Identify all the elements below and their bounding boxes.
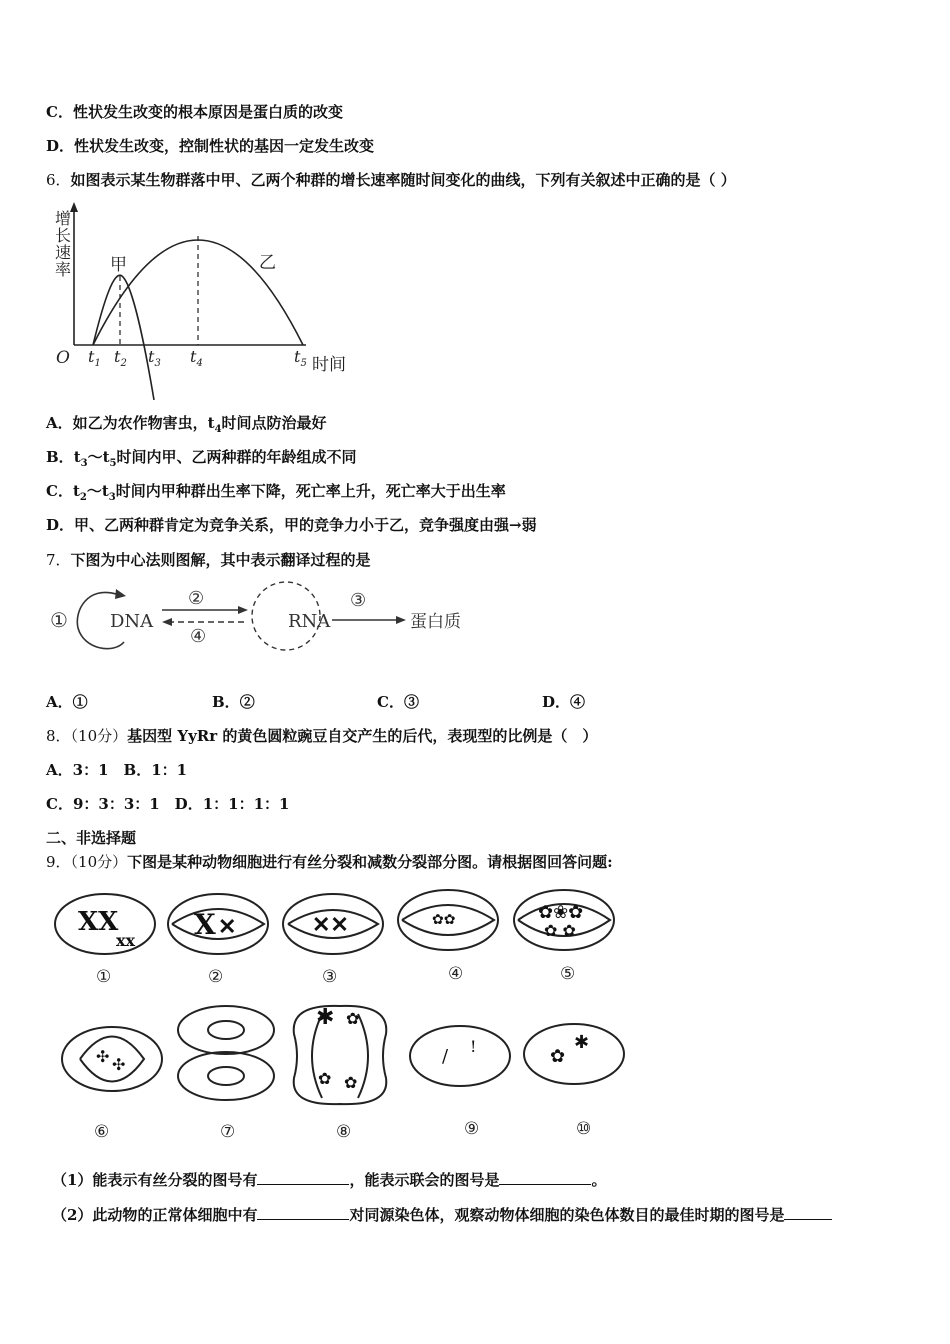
sub-question-text: 对同源染色体，观察动物体细胞的染色体数目的最佳时期的图号是: [349, 1206, 785, 1224]
cell-7-bottom: [178, 1052, 274, 1100]
y-axis-label: 增长速率: [52, 210, 72, 278]
svg-text:✿: ✿: [318, 1069, 332, 1088]
q6-option-d: [46, 515, 537, 535]
section-title: 二、非选择题: [46, 829, 137, 847]
option-label: D．: [46, 516, 75, 534]
subscript: 3: [108, 492, 116, 503]
arrow-head: [162, 618, 172, 626]
option-text: 如乙为农作物害虫，t: [72, 414, 215, 432]
cell-label-3: ③: [322, 967, 338, 987]
svg-text:✣: ✣: [112, 1055, 126, 1074]
question-text: 下图是某种动物细胞进行有丝分裂和减数分裂部分图。请根据图回答问题:: [127, 853, 613, 871]
q5-option-c: [46, 102, 343, 122]
question-score: （10分）: [70, 727, 128, 745]
option-label: A．: [46, 414, 73, 432]
cell-label-5: ⑤: [560, 964, 576, 984]
option-text: 时间内甲、乙两种群的年龄组成不同: [116, 448, 357, 466]
option-text: 性状发生改变，控制性状的基因一定发生改变: [74, 137, 375, 155]
tick-t4: $t_4$: [190, 347, 203, 369]
svg-text:xx: xx: [116, 931, 136, 950]
cell-7-bottom-nucleus: [208, 1067, 244, 1085]
subscript: 4: [214, 424, 222, 435]
dna-label: DNA: [110, 611, 154, 632]
sub-question-text: （2）此动物的正常体细胞中有: [52, 1206, 258, 1224]
origin-label: O: [56, 348, 70, 368]
question-text: 下图为中心法则图解，其中表示翻译过程的是: [70, 551, 371, 569]
arrow-head: [238, 606, 248, 614]
tick-t3: $t_3$: [148, 347, 161, 369]
svg-text:✱: ✱: [316, 1005, 335, 1030]
answer-blank[interactable]: [499, 1170, 591, 1185]
genotype: YyRr: [177, 727, 218, 745]
cell-label-6: ⑥: [94, 1122, 110, 1142]
option-text: 甲、乙两种群肯定为竞争关系，甲的竞争力小于乙，竞争强度由强→弱: [74, 516, 537, 534]
q8-options-line1: A．3：1 B．1：1: [46, 761, 188, 779]
sub-question-text: ，能表示联会的图号是: [349, 1171, 500, 1189]
cell-7-top: [178, 1006, 274, 1054]
tick-t1: $t_1$: [88, 347, 101, 369]
cell-7-top-nucleus: [208, 1021, 244, 1039]
question-text: 基因型: [127, 727, 178, 745]
svg-text:✿ ✿: ✿ ✿: [544, 921, 576, 940]
svg-text:✿✿: ✿✿: [432, 912, 456, 928]
q7-option-d: [542, 692, 585, 712]
cell-label-8: ⑧: [336, 1122, 352, 1142]
rna-label: RNA: [288, 611, 331, 632]
question-score: （10分）: [70, 853, 128, 871]
arrow-head: [396, 616, 406, 624]
cell-label-10: ⑩: [576, 1119, 592, 1139]
q7-option-a: [46, 692, 88, 712]
curve-yi-label: 乙: [259, 253, 276, 273]
cell-label-9: ⑨: [464, 1119, 480, 1139]
q7-option-b: [212, 692, 255, 712]
option-label: A．: [46, 693, 73, 711]
cell-8: [294, 1006, 387, 1104]
answer-blank[interactable]: [257, 1170, 349, 1185]
cell-division-figures: [50, 884, 640, 1146]
question-text: 的黄色圆粒豌豆自交产生的后代，表现型的比例是（ ）: [217, 727, 598, 745]
sub-question-text: 。: [591, 1171, 607, 1189]
svg-text:✕✕: ✕✕: [312, 912, 349, 938]
arrow-head: [115, 589, 126, 599]
label-3: ③: [350, 590, 367, 611]
option-text: 时间内甲种群出生率下降，死亡率上升，死亡率大于出生率: [115, 482, 506, 500]
q9-sub2: [52, 1205, 832, 1225]
cell-9: [410, 1026, 510, 1086]
svg-text:✿: ✿: [346, 1009, 360, 1028]
q8-stem: [46, 726, 597, 746]
q6-stem: [46, 170, 736, 190]
question-number: 8．: [46, 727, 71, 745]
answer-blank[interactable]: [784, 1205, 832, 1220]
question-text: 如图表示某生物群落中甲、乙两个种群的增长速率随时间变化的曲线，下列有关叙述中正确的是（ ）: [70, 171, 736, 189]
q6-option-b: [46, 447, 357, 474]
option-text: 性状发生改变的根本原因是蛋白质的改变: [72, 103, 343, 121]
option-label: B．: [212, 693, 240, 711]
svg-text:✣: ✣: [96, 1047, 110, 1066]
q9-sub1: [52, 1170, 606, 1190]
option-label: C．: [46, 103, 73, 121]
q7-option-c: [377, 692, 419, 712]
cell-label-2: ②: [208, 967, 224, 987]
subscript: 3: [80, 458, 88, 469]
question-number: 7．: [46, 551, 71, 569]
question-number: 9．: [46, 853, 71, 871]
label-1: ①: [50, 608, 68, 632]
option-text: ②: [239, 693, 255, 711]
svg-text:XX: XX: [78, 907, 119, 937]
svg-text:/: /: [442, 1046, 449, 1067]
cell-label-7: ⑦: [220, 1122, 236, 1142]
option-label: D．: [542, 693, 571, 711]
option-label: C．: [46, 482, 73, 500]
svg-text:✿❀✿: ✿❀✿: [538, 902, 584, 923]
label-4: ④: [190, 626, 207, 647]
option-text: 时间点防治最好: [221, 414, 327, 432]
option-text: ①: [72, 693, 88, 711]
option-label: C．: [377, 693, 404, 711]
q6-option-a: [46, 413, 327, 440]
svg-text:✕: ✕: [218, 914, 237, 940]
q8-options-line2: C．9：3：3：1 D．1：1：1：1: [46, 795, 290, 813]
cell-label-1: ①: [96, 967, 112, 987]
q5-option-d: [46, 136, 374, 156]
tick-t5: $t_5$: [294, 347, 307, 369]
option-label: D．: [46, 137, 75, 155]
label-2: ②: [188, 588, 205, 609]
curve-jia-label: 甲: [110, 255, 127, 275]
option-text: t: [72, 482, 80, 500]
option-text: ～t: [86, 482, 109, 500]
cell-label-4: ④: [448, 964, 464, 984]
question-number: 6．: [46, 171, 71, 189]
q9-stem: [46, 852, 613, 872]
protein-label: 蛋白质: [410, 612, 461, 632]
subscript: 2: [79, 492, 87, 503]
svg-text:✿: ✿: [550, 1046, 566, 1067]
q6-growth-rate-graph: [44, 200, 364, 400]
option-label: B．: [46, 448, 74, 466]
svg-text:✱: ✱: [574, 1032, 590, 1053]
answer-blank[interactable]: [257, 1205, 349, 1220]
svg-text:X: X: [194, 908, 216, 941]
q7-stem: [46, 550, 371, 570]
central-dogma-diagram: [44, 580, 474, 660]
option-text: t: [73, 448, 81, 466]
tick-t2: $t_2$: [114, 347, 127, 369]
q6-option-c: [46, 481, 506, 508]
svg-text:!: !: [470, 1037, 477, 1056]
option-text: ③: [403, 693, 419, 711]
x-axis-label: 时间: [312, 355, 346, 375]
subscript: 5: [109, 458, 117, 469]
svg-text:✿: ✿: [344, 1073, 358, 1092]
option-text: ～t: [87, 448, 110, 466]
option-text: ④: [570, 693, 586, 711]
sub-question-text: （1）能表示有丝分裂的图号有: [52, 1171, 258, 1189]
